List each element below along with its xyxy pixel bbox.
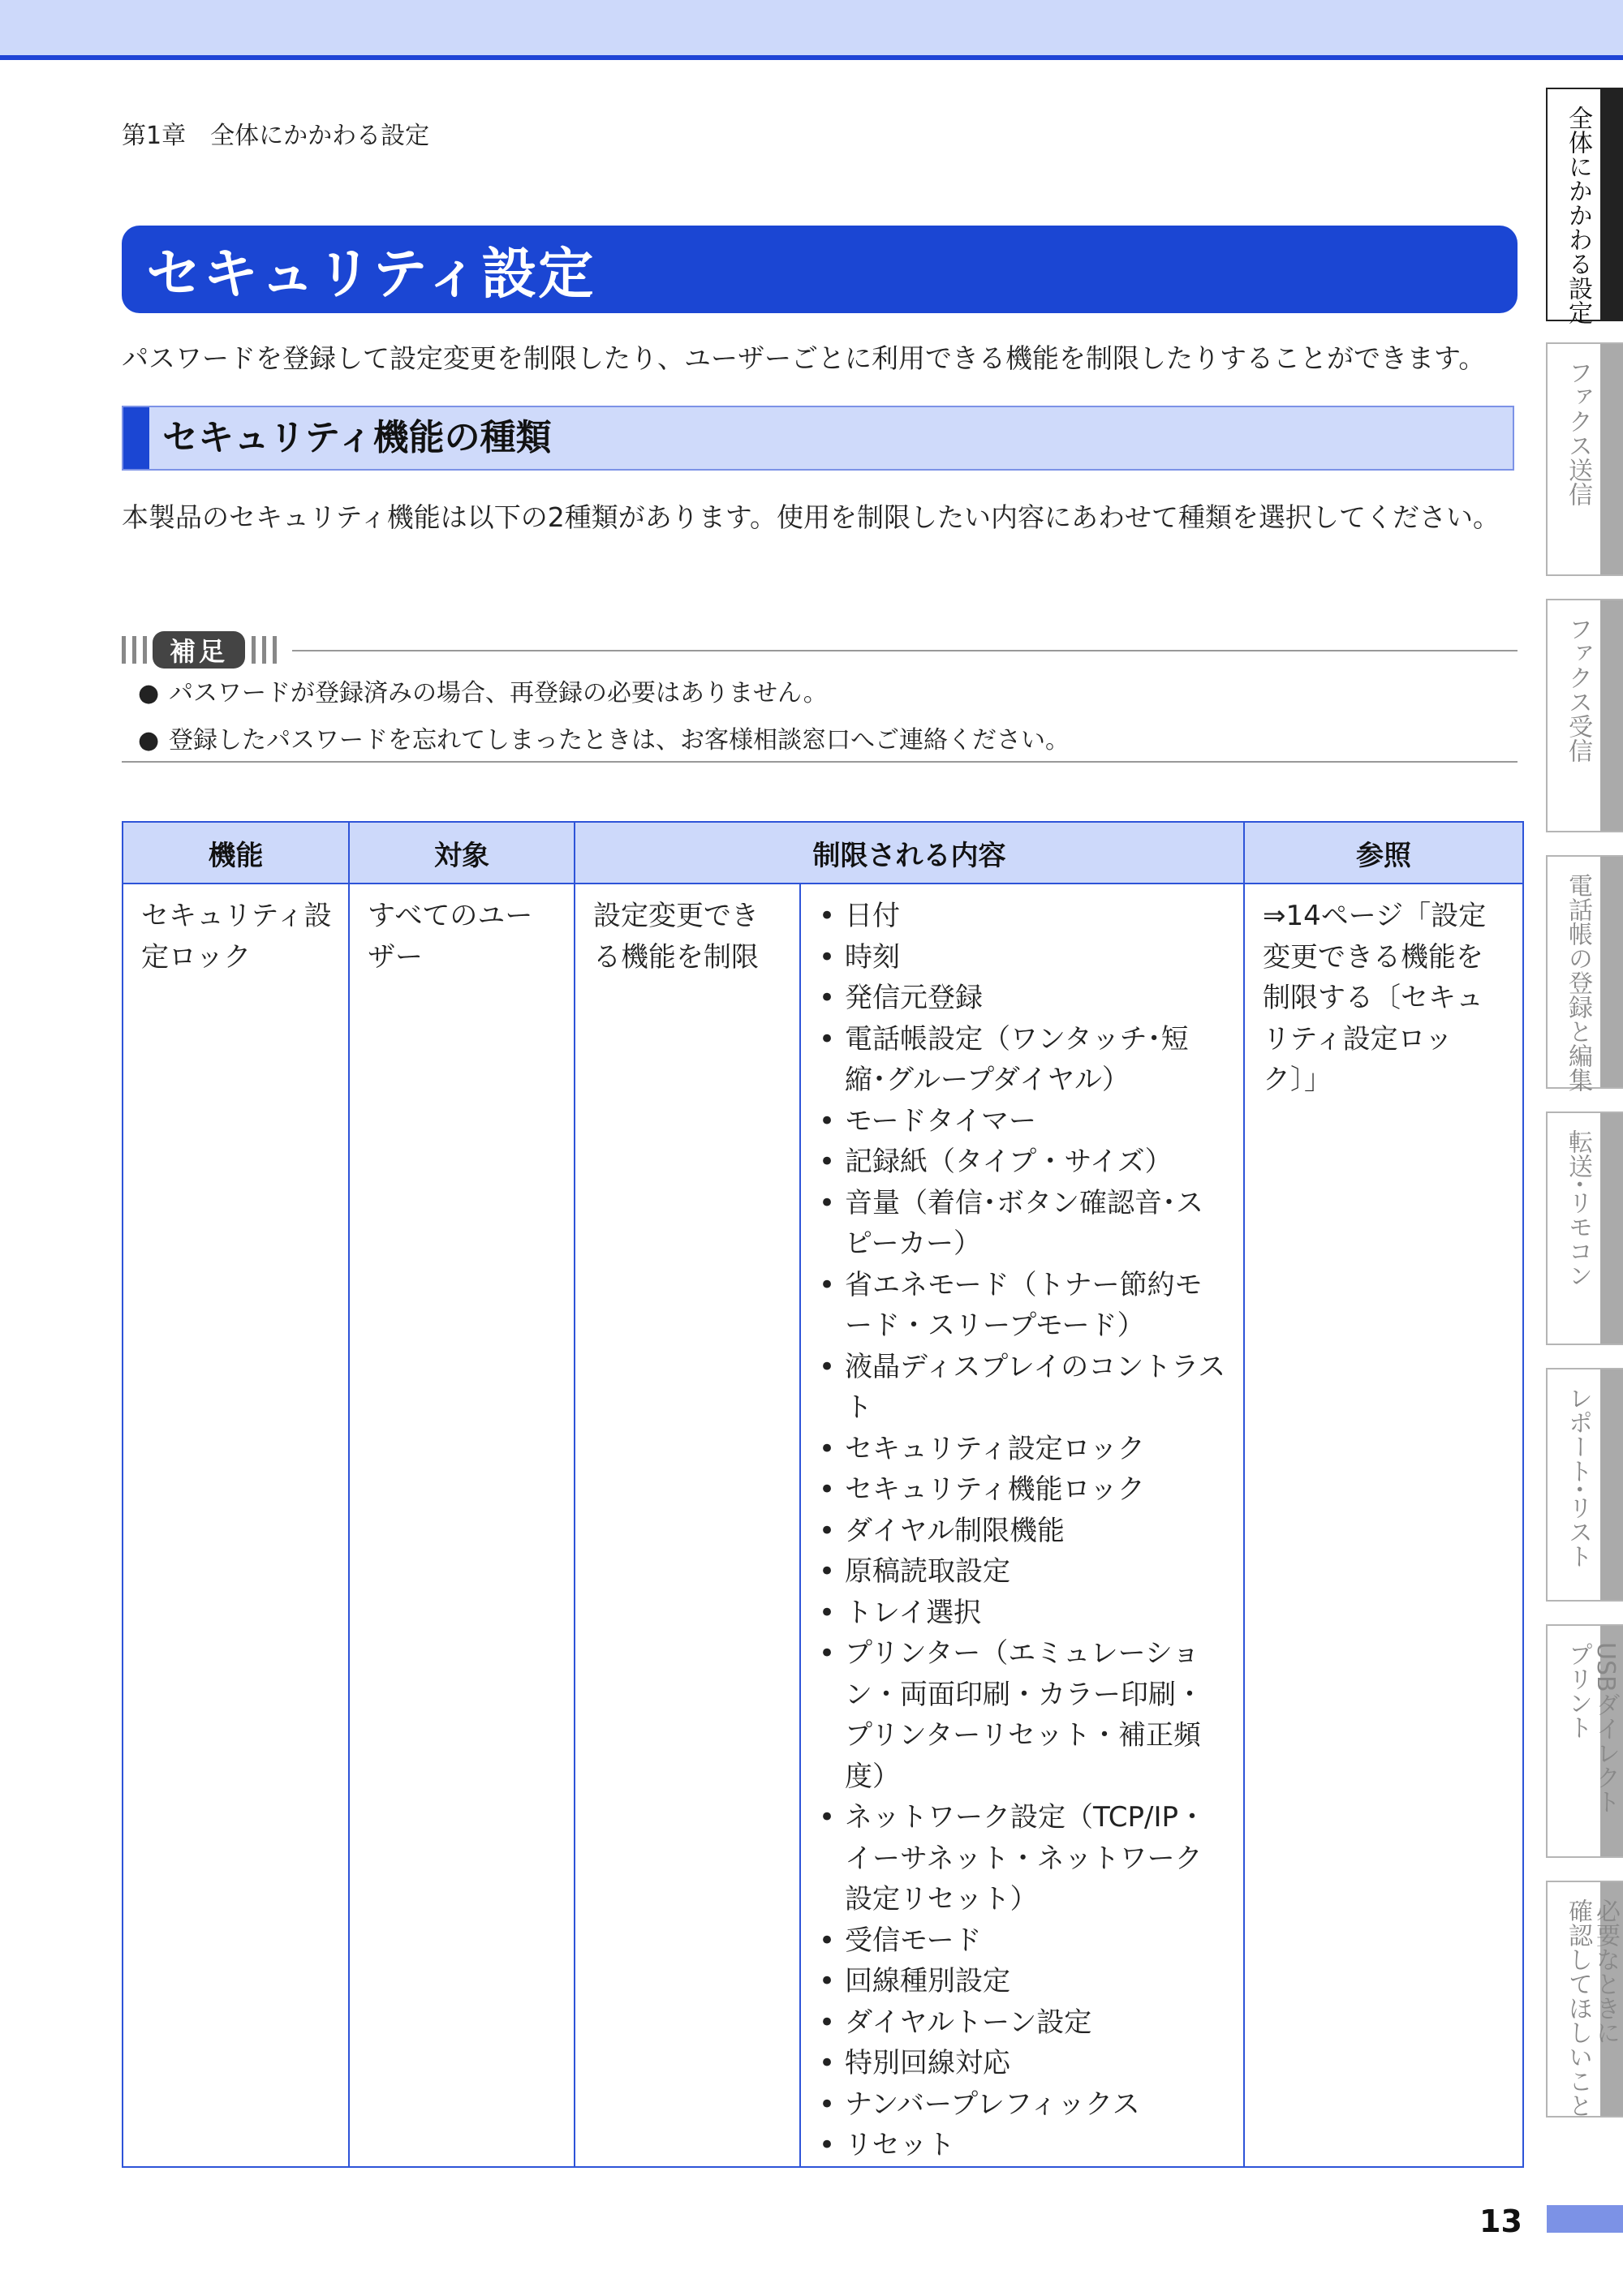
side-tab-edge: [1600, 600, 1623, 831]
restricted-item: • 電話帳設定（ワンタッチ･短縮･グループダイヤル）: [819, 1019, 1227, 1101]
note-list: [138, 673, 1070, 767]
restricted-item: • 液晶ディスプレイのコントラスト: [819, 1347, 1227, 1429]
restricted-item: • ダイヤル制限機能: [819, 1511, 1227, 1552]
restricted-item: • 時刻: [819, 937, 1227, 978]
restricted-item: • 特別回線対応: [819, 2043, 1227, 2084]
table-header-row: [123, 822, 1523, 884]
cell-feature: セキュリティ設定ロック: [123, 884, 349, 2167]
restricted-item: • セキュリティ設定ロック: [819, 1429, 1227, 1470]
restricted-item: • 音量（着信･ボタン確認音･スピーカー）: [819, 1183, 1227, 1265]
header-restrictions: 制限される内容: [575, 822, 1244, 884]
restricted-item: • 省エネモード（トナー節約モード・スリープモード）: [819, 1265, 1227, 1347]
header-reference: 参照: [1244, 822, 1523, 884]
note-stripes-left: [122, 636, 147, 664]
cell-restricted-items: [800, 884, 1244, 2167]
side-tab-fax-receive[interactable]: [1546, 599, 1623, 832]
cell-target: すべてのユーザー: [349, 884, 575, 2167]
side-tab-edge: [1600, 344, 1623, 574]
side-tab-fax-send[interactable]: [1546, 342, 1623, 576]
restricted-item: • ダイヤルトーン設定: [819, 2002, 1227, 2044]
section-heading-accent: [123, 407, 149, 469]
side-tab-label: ファクス送信: [1564, 360, 1592, 506]
side-tab-edge: [1600, 89, 1623, 320]
chapter-header: 第1章 全体にかかわる設定: [122, 122, 430, 150]
note-divider: [292, 650, 1518, 651]
cell-reference: ⇒14ページ「設定変更できる機能を制限する〔セキュリティ設定ロック〕」: [1244, 884, 1523, 2167]
header-target: 対象: [349, 822, 575, 884]
cell-description: 設定変更できる機能を制限: [575, 884, 800, 2167]
page-number: 13: [1479, 2204, 1522, 2239]
restricted-item: • 原稿読取設定: [819, 1551, 1227, 1593]
section-paragraph: 本製品のセキュリティ機能は以下の2種類があります。使用を制限したい内容にあわせて種類を選択してください。: [122, 501, 1500, 533]
top-band: [0, 0, 1623, 57]
restricted-item: • トレイ選択: [819, 1593, 1227, 1634]
restricted-item: • プリンター（エミュレーション・両面印刷・カラー印刷・プリンターリセット・補正頻度）: [819, 1633, 1227, 1797]
restricted-item: • リセット: [819, 2125, 1227, 2166]
restricted-item: • ネットワーク設定（TCP/IP・イーサネット・ネットワーク設定リセット）: [819, 1797, 1227, 1920]
side-tab-usb-direct-print[interactable]: [1546, 1624, 1623, 1858]
security-table-wrap: [122, 821, 1522, 2168]
side-tab-edge: [1600, 1369, 1623, 1600]
restricted-item: • 発信元登録: [819, 978, 1227, 1019]
page-number-block: [1547, 2205, 1623, 2233]
side-tab-label: レポート･リスト: [1564, 1386, 1592, 1568]
restricted-item: • 受信モード: [819, 1920, 1227, 1962]
page-title: セキュリティ設定: [146, 242, 596, 307]
side-tab-report-list[interactable]: [1546, 1368, 1623, 1602]
section-heading: セキュリティ機能の種類: [162, 417, 552, 458]
security-table: [122, 821, 1524, 2168]
restricted-item: • 回線種別設定: [819, 1961, 1227, 2002]
side-tab-label: 電話帳の登録と編集: [1564, 873, 1592, 1092]
top-rule: [0, 55, 1623, 60]
restricted-item: • モードタイマー: [819, 1101, 1227, 1142]
side-tab-edge: [1600, 1113, 1623, 1344]
side-tab-label: USBダイレクト プリント: [1564, 1642, 1620, 1814]
note-badge: 補足: [153, 631, 245, 669]
restricted-item: • 日付: [819, 896, 1227, 937]
note-stripes-right: [252, 636, 277, 664]
intro-text: パスワードを登録して設定変更を制限したり、ユーザーごとに利用できる機能を制限したりすることができます。: [122, 342, 1486, 374]
table-row: [123, 884, 1523, 2167]
restricted-item: • ナンバープレフィックス: [819, 2084, 1227, 2126]
side-tab-edge: [1600, 857, 1623, 1087]
restricted-items-list: [819, 896, 1227, 2166]
side-tab-label: 全体にかかわる設定: [1564, 105, 1592, 325]
side-tab-forward-remote[interactable]: [1546, 1111, 1623, 1345]
note-item: ● パスワードが登録済みの場合、再登録の必要はありません。: [138, 673, 1070, 720]
side-tab-when-needed[interactable]: [1546, 1881, 1623, 2118]
side-tab-label: ファクス受信: [1564, 617, 1592, 763]
restricted-item: • 記録紙（タイプ・サイズ）: [819, 1142, 1227, 1183]
header-feature: 機能: [123, 822, 349, 884]
side-tab-phonebook[interactable]: [1546, 855, 1623, 1092]
side-tab-general-settings[interactable]: [1546, 88, 1623, 325]
note-item: ● 登録したパスワードを忘れてしまったときは、お客様相談窓口へご連絡ください。: [138, 720, 1070, 767]
note-bottom-rule: [122, 761, 1518, 763]
title-bar: [122, 226, 1518, 313]
side-tab-label: 転送･リモコン: [1564, 1129, 1592, 1288]
section-heading-box: [122, 406, 1514, 471]
note-header: [122, 631, 1518, 670]
side-tab-label: 必要なときに 確認してほしいこと: [1564, 1898, 1620, 2118]
restricted-item: • セキュリティ機能ロック: [819, 1469, 1227, 1511]
